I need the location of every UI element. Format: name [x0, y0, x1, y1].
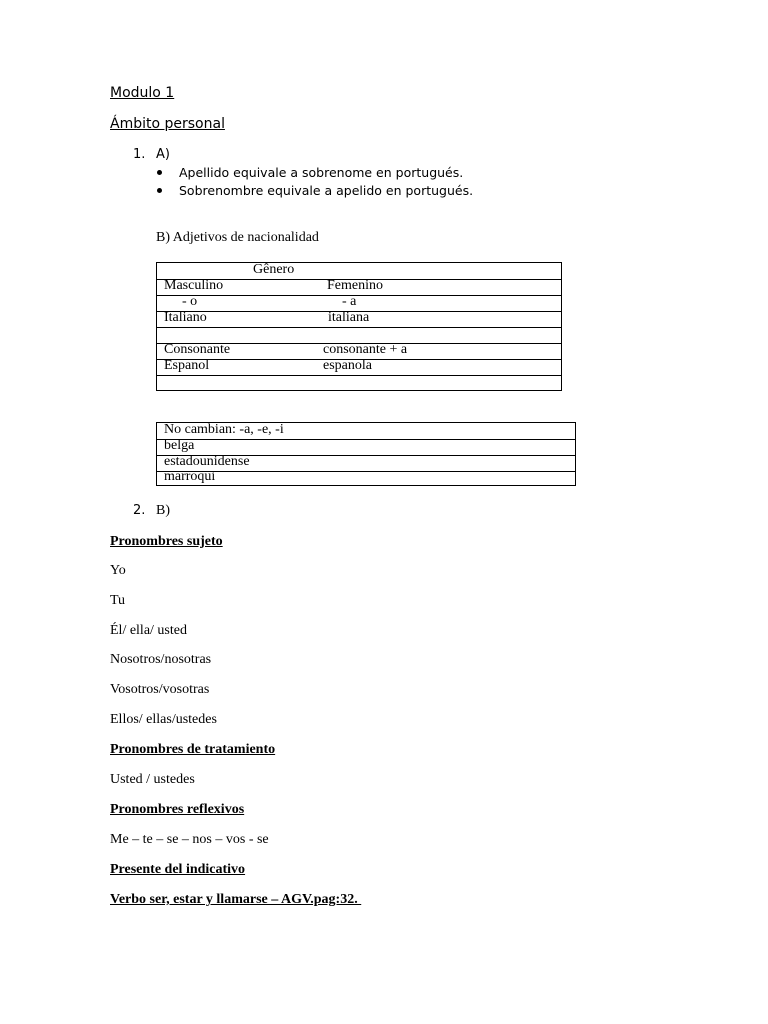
line-usted-ustedes: Usted / ustedes — [110, 772, 195, 787]
table-row — [157, 455, 575, 472]
table-row — [157, 359, 561, 376]
heading-pronombres-tratamiento: Pronombres de tratamiento — [110, 742, 276, 757]
line-tu: Tu — [110, 593, 126, 608]
table-row — [157, 471, 575, 486]
bullet-item-2: Sobrenombre equivale a apelido en portugués. — [179, 183, 474, 198]
cell-espanol: Espanol — [164, 358, 210, 373]
cell-italiana: italiana — [328, 310, 370, 325]
heading-verbo-ser-estar: Verbo ser, estar y llamarse – AGV.pag:32. — [110, 892, 362, 907]
gender-table — [156, 262, 562, 391]
list-label-b: B) — [156, 503, 170, 518]
cell-ending-o: - o — [182, 294, 198, 309]
heading-pronombres-sujeto: Pronombres sujeto — [110, 534, 223, 549]
line-reflexivos: Me – te – se – nos – vos - se — [110, 832, 269, 847]
module-title: Modulo 1 — [110, 85, 175, 101]
bullet-icon — [157, 170, 162, 175]
line-yo: Yo — [110, 563, 126, 578]
line-vosotros: Vosotros/vosotras — [110, 682, 210, 697]
cell-no-cambian: No cambian: -a, -e, -i — [164, 422, 284, 437]
gender-header: Gênero — [253, 262, 295, 277]
cell-italiano: Italiano — [164, 310, 207, 325]
bullet-item-1: Apellido equivale a sobrenome en portugués. — [179, 165, 464, 180]
section-title: Ámbito personal — [110, 116, 225, 132]
heading-presente-indicativo: Presente del indicativo — [110, 862, 246, 877]
bullet-icon — [157, 188, 162, 193]
cell-masculino: Masculino — [164, 278, 224, 293]
cell-estadounidense: estadounidense — [164, 454, 250, 469]
heading-pronombres-reflexivos: Pronombres reflexivos — [110, 802, 245, 817]
cell-femenino: Femenino — [327, 278, 383, 293]
table-row — [157, 311, 561, 328]
list-number-2: 2. — [133, 503, 146, 518]
invariable-table — [156, 422, 576, 486]
cell-belga: belga — [164, 438, 195, 453]
cell-consonante: Consonante — [164, 342, 231, 357]
line-nosotros: Nosotros/nosotras — [110, 652, 212, 667]
cell-marroqui: marroqui — [164, 469, 216, 484]
subheading-adjetivos: B) Adjetivos de nacionalidad — [156, 230, 319, 245]
line-el-ella-usted: Él/ ella/ usted — [110, 623, 187, 638]
table-row — [157, 279, 561, 296]
line-ellos: Ellos/ ellas/ustedes — [110, 712, 217, 727]
cell-ending-a: - a — [342, 294, 357, 309]
cell-espanola: espanola — [323, 358, 372, 373]
table-row — [157, 423, 575, 440]
cell-consonante-a: consonante + a — [323, 342, 408, 357]
list-label-a: A) — [156, 147, 170, 162]
list-number-1: 1. — [133, 147, 146, 162]
